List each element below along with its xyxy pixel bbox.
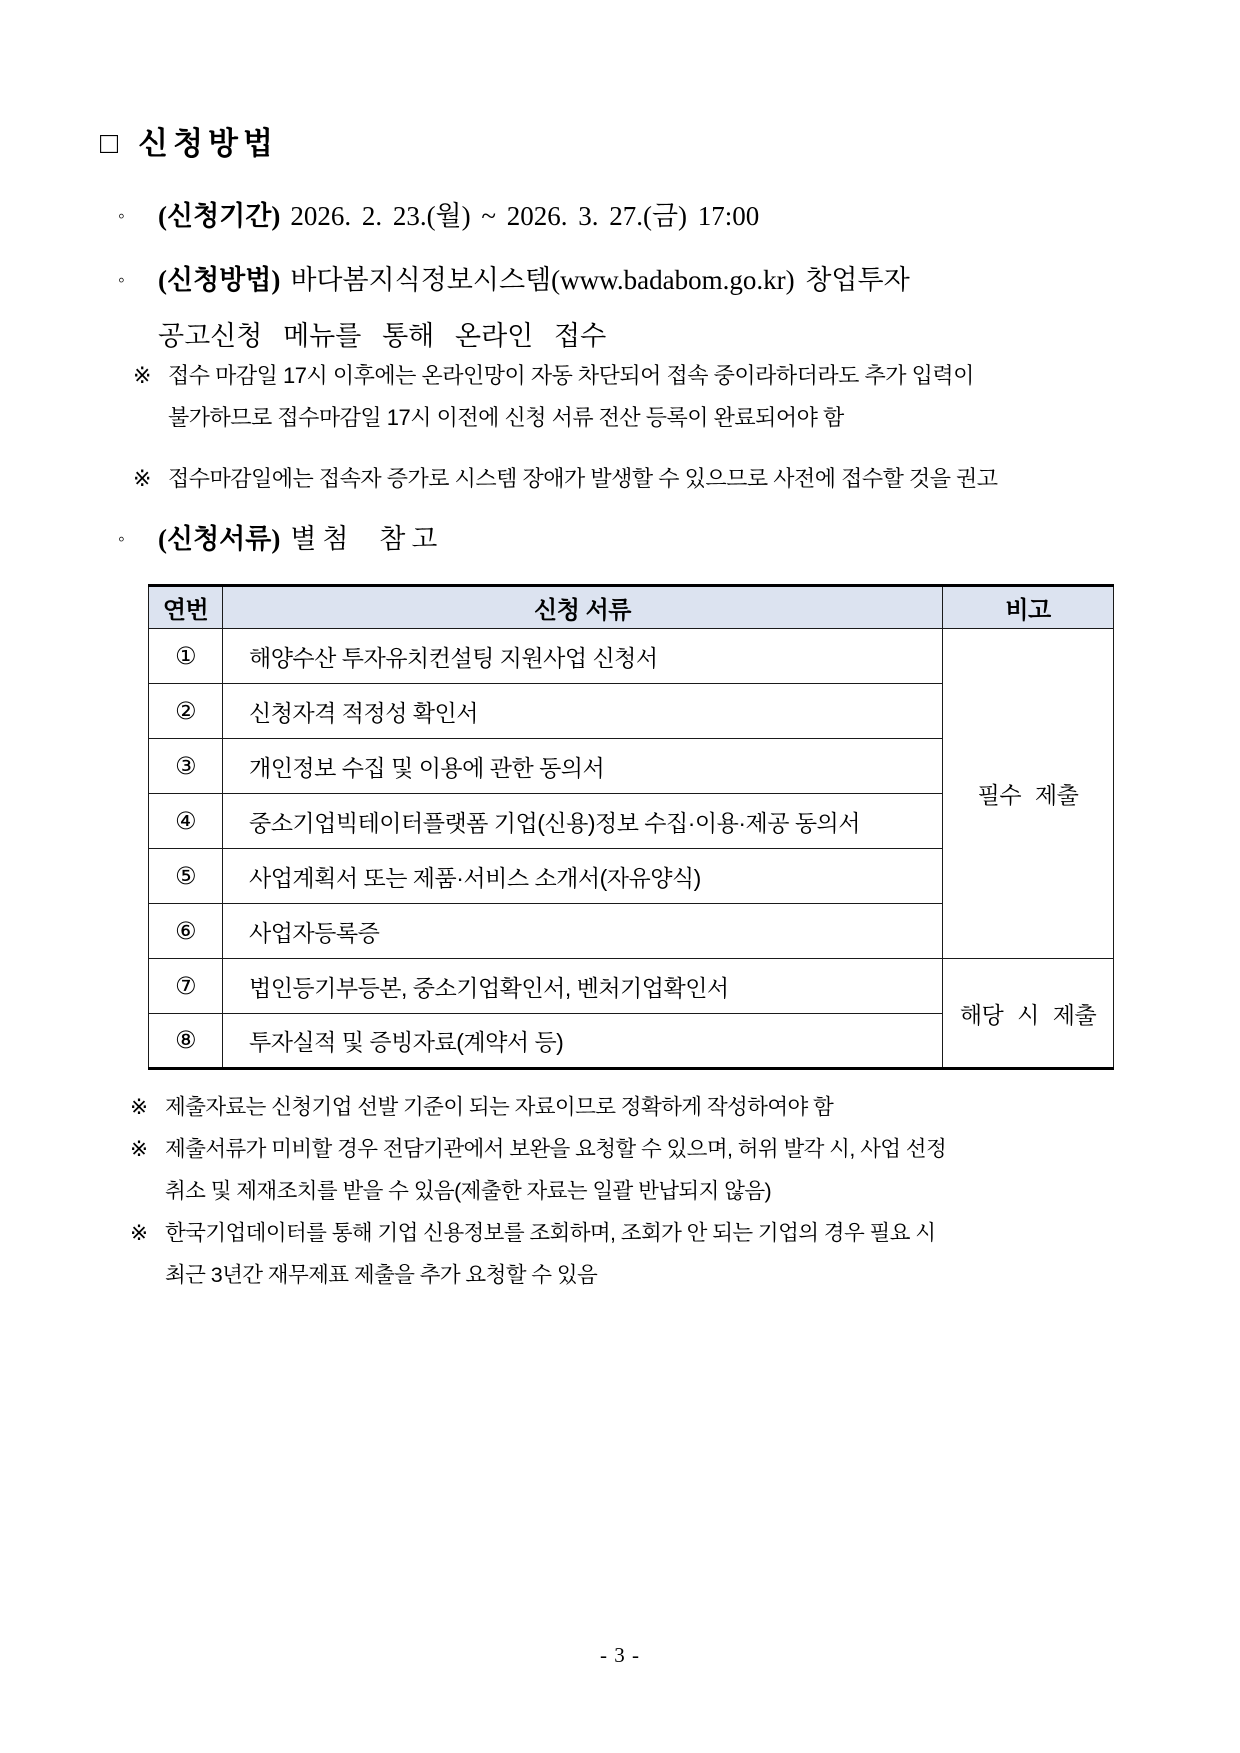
row-number-cell: ③ — [149, 739, 223, 794]
application-method-line — [118, 258, 910, 297]
deadline-note — [133, 355, 974, 439]
footnote-accuracy — [130, 1086, 833, 1128]
system-load-note — [133, 458, 998, 500]
application-documents-value: 별첨 참고 — [290, 524, 444, 554]
reference-mark-icon: ※ — [130, 1095, 148, 1119]
doc-name-cell: 법인등기부등본, 중소기업확인서, 벤처기업확인서 — [223, 959, 943, 1014]
row-number-cell: ⑤ — [149, 849, 223, 904]
circle-bullet-icon: ◦ — [118, 529, 125, 550]
reference-mark-icon: ※ — [130, 1221, 148, 1245]
doc-name-cell: 신청자격 적정성 확인서 — [223, 684, 943, 739]
documents-table — [148, 584, 1114, 1070]
reference-mark-icon: ※ — [130, 1137, 148, 1161]
footnote-incomplete-docs-line2: 취소 및 제재조치를 받을 수 있음(제출한 자료는 일괄 반납되지 않음) — [165, 1179, 772, 1203]
row-number-cell: ⑥ — [149, 904, 223, 959]
col-header-no: 연번 — [149, 586, 223, 629]
col-header-remark: 비고 — [943, 586, 1114, 629]
deadline-note-line2: 불가하므로 접수마감일 17시 이전에 신청 서류 전산 등록이 완료되어야 함 — [168, 405, 844, 430]
footnote-credit-check-line2: 최근 3년간 재무제표 제출을 추가 요청할 수 있음 — [165, 1263, 598, 1287]
application-period-label: (신청기간) — [158, 201, 281, 231]
table-header-row — [149, 586, 1114, 629]
row-number-cell: ⑦ — [149, 959, 223, 1014]
doc-name-cell: 개인정보 수집 및 이용에 관한 동의서 — [223, 739, 943, 794]
footnote-credit-check-line1: 한국기업데이터를 통해 기업 신용정보를 조회하며, 조회가 안 되는 기업의 경우 필요 시 — [165, 1221, 936, 1245]
section-heading-text: 신청방법 — [138, 126, 278, 161]
application-period-line — [118, 194, 759, 233]
footnote-credit-check — [130, 1212, 935, 1296]
section-heading — [100, 118, 278, 163]
circle-bullet-icon: ◦ — [118, 206, 125, 227]
square-bullet-icon: □ — [100, 127, 121, 160]
page-number: - 3 - — [600, 1643, 640, 1667]
remark-cell-conditional: 해당 시 제출 — [943, 959, 1114, 1069]
col-header-doc: 신청 서류 — [223, 586, 943, 629]
application-documents-label: (신청서류) — [158, 524, 281, 554]
footnote-incomplete-docs-line1: 제출서류가 미비할 경우 전담기관에서 보완을 요청할 수 있으며, 허위 발각 시, 사업 선정 — [165, 1137, 947, 1161]
application-method-label: (신청방법) — [158, 265, 281, 295]
doc-name-cell: 투자실적 및 증빙자료(계약서 등) — [223, 1014, 943, 1069]
application-method-text-line1: 바다봄지식정보시스템(www.badabom.go.kr) 창업투자 — [290, 265, 910, 295]
row-number-cell: ⑧ — [149, 1014, 223, 1069]
footnote-accuracy-line1: 제출자료는 신청기업 선발 기준이 되는 자료이므로 정확하게 작성하여야 함 — [165, 1095, 834, 1119]
table-row — [149, 959, 1114, 1014]
doc-name-cell: 중소기업빅테이터플랫폼 기업(신용)정보 수집·이용·제공 동의서 — [223, 794, 943, 849]
circle-bullet-icon: ◦ — [118, 270, 125, 291]
reference-mark-icon: ※ — [133, 363, 151, 388]
system-load-note-line1: 접수마감일에는 접속자 증가로 시스템 장애가 발생할 수 있으므로 사전에 접수할 것을 권고 — [168, 466, 998, 491]
reference-mark-icon: ※ — [133, 466, 151, 491]
remark-cell-required: 필수 제출 — [943, 629, 1114, 959]
application-method-text-line2: 공고신청 메뉴를 통해 온라인 접수 — [158, 321, 607, 351]
doc-name-cell: 해양수산 투자유치컨설팅 지원사업 신청서 — [223, 629, 943, 684]
row-number-cell: ② — [149, 684, 223, 739]
row-number-cell: ④ — [149, 794, 223, 849]
deadline-note-line1: 접수 마감일 17시 이후에는 온라인망이 자동 차단되어 접속 중이라하더라도 추가 입력이 — [168, 363, 974, 388]
footnote-incomplete-docs — [130, 1128, 946, 1212]
application-documents-line — [118, 517, 443, 556]
doc-name-cell: 사업계획서 또는 제품·서비스 소개서(자유양식) — [223, 849, 943, 904]
application-period-value: 2026. 2. 23.(월) ~ 2026. 3. 27.(금) 17:00 — [290, 201, 760, 231]
row-number-cell: ① — [149, 629, 223, 684]
doc-name-cell: 사업자등록증 — [223, 904, 943, 959]
table-row — [149, 629, 1114, 684]
